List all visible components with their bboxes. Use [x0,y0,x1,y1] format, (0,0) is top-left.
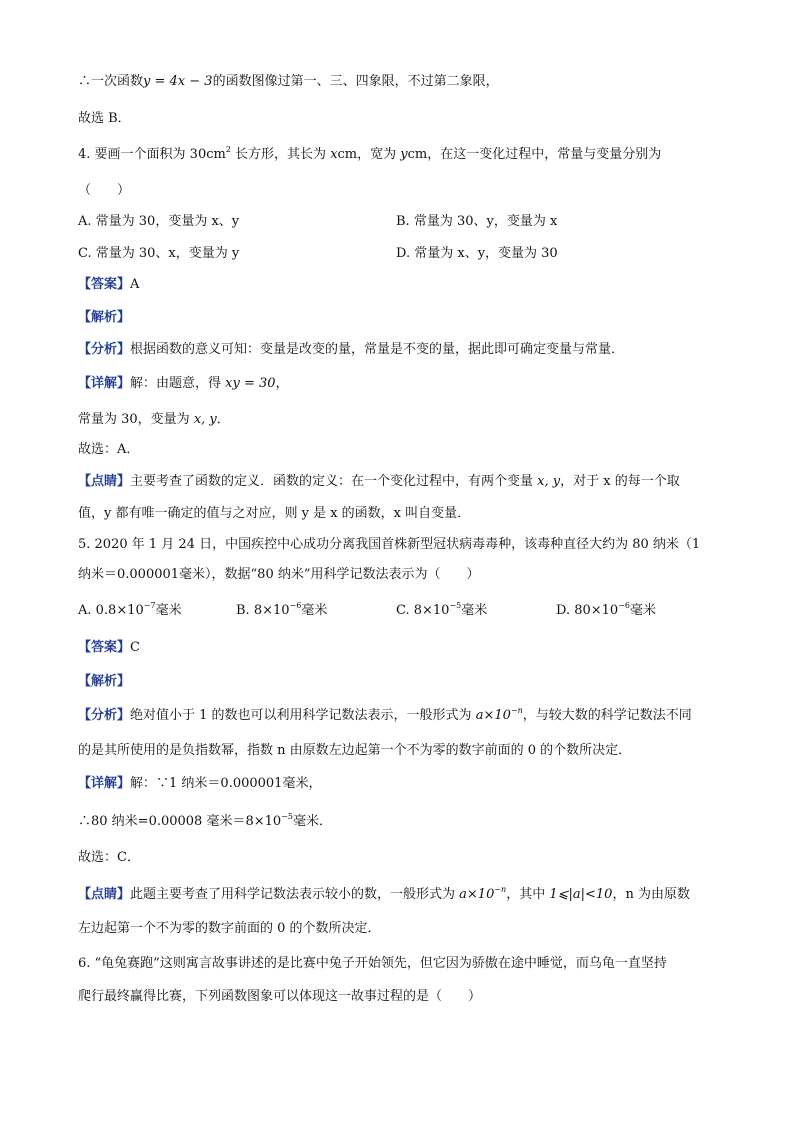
q4-option-b: B. 常量为 30、y，变量为 x [396,214,558,229]
q4-stem: 4. 要画一个面积为 $30cm^2$ 长方形，其长为 xcm，宽为 ycm，在这一变化过程中，常量与变量分别为 [78,145,662,162]
q5-select: 故选：C． [78,850,140,865]
q4-analysis: 【分析】根据函数的意义可知：变量是改变的量，常量是不变的量，据此即可确定变量与常量． [78,342,625,357]
q4-constant-line: 常量为 30，变量为 x, y． [78,412,230,427]
select-b: 故选 B． [78,111,131,126]
q4-detail: 【详解】解：由题意，得 xy = 30， [78,376,289,391]
q4-option-a: A. 常量为 30，变量为 x、y [78,214,240,229]
q6-stem-1: 6. “龟兔赛跑”这则寓言故事讲述的是比赛中兔子开始领先，但它因为骄傲在途中睡觉，而乌龟一直坚持 [78,956,667,971]
q5-stem-2: 纳米＝0.000001毫米），数据“80 纳米”用科学记数法表示为（ ） [78,567,480,582]
q5-option-b: B. $8\times 10^{-6}$毫米 [236,601,328,618]
q5-answer: 【答案】C [78,640,140,655]
q4-option-c: C. 常量为 30、x，变量为 y [78,246,240,261]
q4-paren: （ ） [78,183,131,198]
q4-note-1: 【点睛】主要考查了函数的定义．函数的定义：在一个变化过程中，有两个变量 x, y，对于 x 的每一个取 [78,474,680,489]
q5-option-a: A. $0.8\times 10^{-7}$毫米 [78,601,182,618]
conclusion-line: ∴一次函数y = 4x − 3的函数图像过第一、三、四象限，不过第二象限， [78,74,499,89]
q5-jiexi: 【解析】 [78,674,131,689]
linear-function: y = 4x − 3 [143,74,213,89]
q5-note-2: 左边起第一个不为零的数字前面的 0 的个数所决定． [78,921,381,936]
q4-option-d: D. 常量为 x、y，变量为 30 [396,246,558,261]
q5-note-1: 【点睛】此题主要考查了用科学记数法表示较小的数，一般形式为 $a\times 10^{-n}$，其中 1⩽|a|<10，n 为由原数 [78,885,690,902]
q5-analysis-1: 【分析】绝对值小于 1 的数也可以利用科学记数法表示，一般形式为 $a\times 10^{-n}$，与较大数的科学记数法不同 [78,706,692,723]
q5-stem-1: 5. 2020 年 1 月 24 日，中国疾控中心成功分离我国首株新型冠状病毒毒种，该毒种直径大约为 80 纳米（1 [78,537,701,552]
q5-option-d: D. $80\times 10^{-6}$毫米 [556,601,657,618]
q5-option-c: C. $8\times 10^{-5}$毫米 [396,601,488,618]
q4-jiexi: 【解析】 [78,310,131,325]
q4-answer: 【答案】A [78,277,140,292]
q6-stem-2: 爬行最终赢得比赛，下列函数图象可以体现这一故事过程的是（ ） [78,989,482,1004]
q5-conversion: ∴80 纳米=0.00008 毫米$=8\times 10^{-5}$毫米． [78,812,332,829]
q5-analysis-2: 的是其所使用的是负指数幂，指数 n 由原数左边起第一个不为零的数字前面的 0 的个数所决定． [78,743,632,758]
q4-note-2: 值，y 都有唯一确定的值与之对应，则 y 是 x 的函数，x 叫自变量． [78,506,471,521]
q4-select: 故选：A． [78,442,140,457]
q5-detail: 【详解】解：∵1 纳米＝0.000001毫米， [78,776,322,791]
